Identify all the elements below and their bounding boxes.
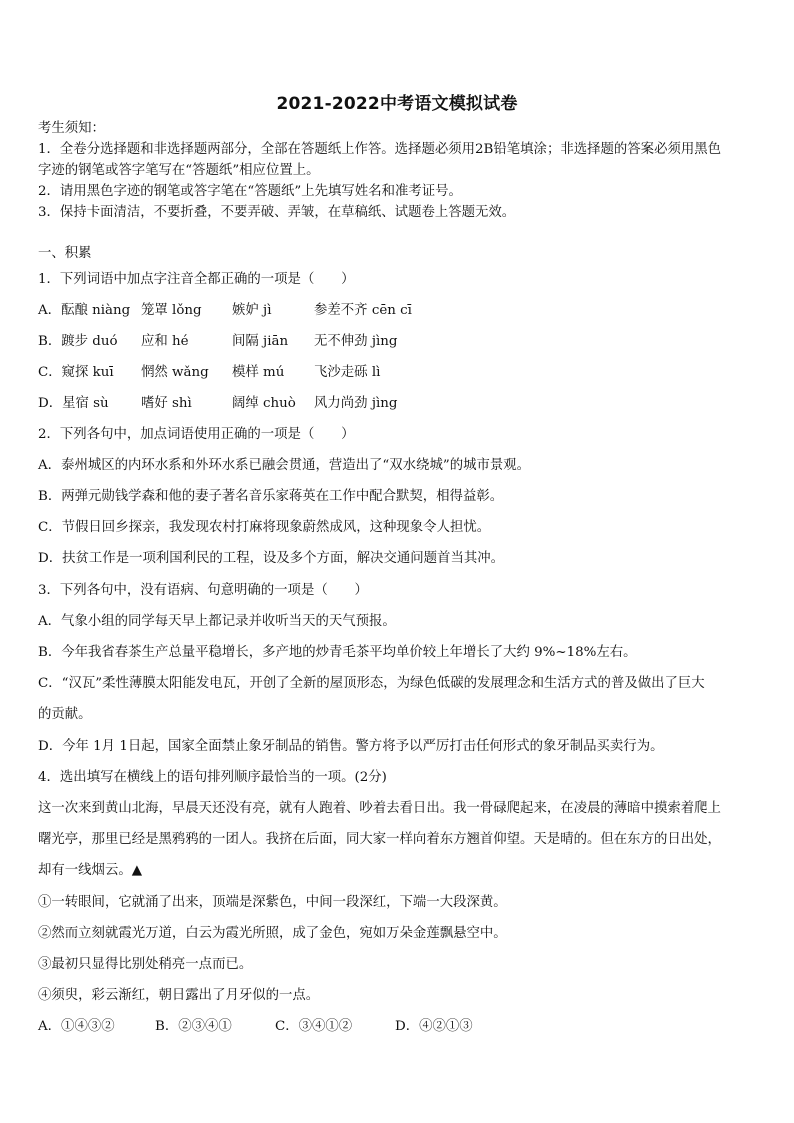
q4-choice-d: D．④②①③ bbox=[395, 1019, 473, 1034]
q1-a-word-2: 笼罩 lǒng bbox=[141, 303, 202, 318]
q2-option-b: B．两弹元勋钱学森和他的妻子著名音乐家蒋英在工作中配合默契，相得益彰。 bbox=[38, 489, 504, 504]
q1-b-word-1: B．踱步 duó bbox=[38, 334, 118, 349]
notice-item-1-cont: 字迹的钢笔或答字笔写在“答题纸”相应位置上。 bbox=[38, 163, 320, 178]
page-title: 2021-2022中考语文模拟试卷 bbox=[276, 94, 518, 114]
q1-c-word-1: C．窥探 kuī bbox=[38, 365, 114, 380]
q1-d-word-4: 风力尚劲 jìng bbox=[314, 396, 398, 411]
q4-passage-line-2: 曙光亭，那里已经是黑鸦鸦的一团人。我挤在后面，同大家一样向着东方翘首仰望。天是晴的。但在东方的日出处， bbox=[38, 832, 721, 847]
q4-sentence-2: ②然而立刻就霞光万道，白云为霞光所照，成了金色，宛如万朵金莲飘悬空中。 bbox=[38, 926, 507, 941]
q1-b-word-2: 应和 hé bbox=[141, 334, 189, 349]
q3-option-d: D．今年 1月 1日起，国家全面禁止象牙制品的销售。警方将予以严厉打击任何形式的象牙制品买卖行为。 bbox=[38, 739, 664, 754]
q4-sentence-4: ④须臾，彩云渐红，朝日露出了月牙似的一点。 bbox=[38, 988, 320, 1003]
q4-passage-line-3: 却有一线烟云。▲ bbox=[38, 863, 143, 878]
q2-option-d: D．扶贫工作是一项利国利民的工程，设及多个方面，解决交通问题首当其冲。 bbox=[38, 551, 505, 566]
q4-sentence-3: ③最初只显得比别处稍亮一点而已。 bbox=[38, 957, 253, 972]
q1-a-word-1: A．酝酿 niàng bbox=[38, 303, 131, 318]
q4-passage-line-1: 这一次来到黄山北海，早晨天还没有亮，就有人跑着、吵着去看日出。我一骨碌爬起来，在凌晨的薄暗中摸索着爬上 bbox=[38, 801, 721, 816]
q1-d-word-3: 阔绰 chuò bbox=[232, 396, 296, 411]
notice-item-1: 1．全卷分选择题和非选择题两部分，全部在答题纸上作答。选择题必须用2B铅笔填涂；非选择题的答案必须用黑色 bbox=[38, 142, 722, 157]
q1-c-word-2: 惘然 wǎng bbox=[141, 365, 209, 380]
q1-d-word-2: 嗜好 shì bbox=[141, 396, 192, 411]
q2-option-a: A．泰州城区的内环水系和外环水系已融会贯通，营造出了“双水绕城”的城市景观。 bbox=[38, 458, 531, 473]
section-heading: 一、积累 bbox=[38, 246, 92, 261]
q4-choice-a: A．①④③② bbox=[38, 1019, 115, 1034]
q3-option-a: A．气象小组的同学每天早上都记录并收听当天的天气预报。 bbox=[38, 614, 396, 629]
notice-item-3: 3．保持卡面清洁，不要折叠，不要弄破、弄皱，在草稿纸、试题卷上答题无效。 bbox=[38, 205, 516, 220]
notice-item-2: 2．请用黑色字迹的钢笔或答字笔在“答题纸”上先填写姓名和准考证号。 bbox=[38, 184, 462, 199]
q1-stem: 1．下列词语中加点字注音全都正确的一项是（ ） bbox=[38, 272, 355, 287]
q2-option-c: C．节假日回乡探亲，我发现农村打麻将现象蔚然成风，这种现象令人担忧。 bbox=[38, 520, 491, 535]
q3-stem: 3．下列各句中，没有语病、句意明确的一项是（ ） bbox=[38, 583, 368, 598]
q1-a-word-3: 嫉妒 jì bbox=[232, 303, 272, 318]
q4-choice-c: C．③④①② bbox=[275, 1019, 353, 1034]
q1-a-word-4: 参差不齐 cēn cī bbox=[314, 303, 412, 318]
q4-stem: 4．选出填写在横线上的语句排列顺序最恰当的一项。(2分) bbox=[38, 770, 387, 785]
q1-c-word-4: 飞沙走砾 lì bbox=[314, 365, 381, 380]
q3-option-c: C．“汉瓦”柔性薄膜太阳能发电瓦，开创了全新的屋顶形态，为绿色低碳的发展理念和生活方式的普及做出了巨大 bbox=[38, 676, 705, 691]
q4-choice-b: B．②③④① bbox=[155, 1019, 232, 1034]
q1-c-word-3: 模样 mú bbox=[232, 365, 285, 380]
q3-option-c-cont: 的贡献。 bbox=[38, 707, 92, 722]
q1-b-word-3: 间隔 jiān bbox=[232, 334, 289, 349]
q3-option-b: B．今年我省春茶生产总量平稳增长，多产地的炒青毛茶平均单价较上年增长了大约 9%~18%左右。 bbox=[38, 645, 637, 660]
q2-stem: 2．下列各句中，加点词语使用正确的一项是（ ） bbox=[38, 427, 355, 442]
notice-heading: 考生须知： bbox=[38, 121, 105, 136]
q1-b-word-4: 无不伸劲 jìng bbox=[314, 334, 398, 349]
q1-d-word-1: D．星宿 sù bbox=[38, 396, 109, 411]
q4-sentence-1: ①一转眼间，它就涌了出来，顶端是深紫色，中间一段深红，下端一大段深黄。 bbox=[38, 895, 507, 910]
